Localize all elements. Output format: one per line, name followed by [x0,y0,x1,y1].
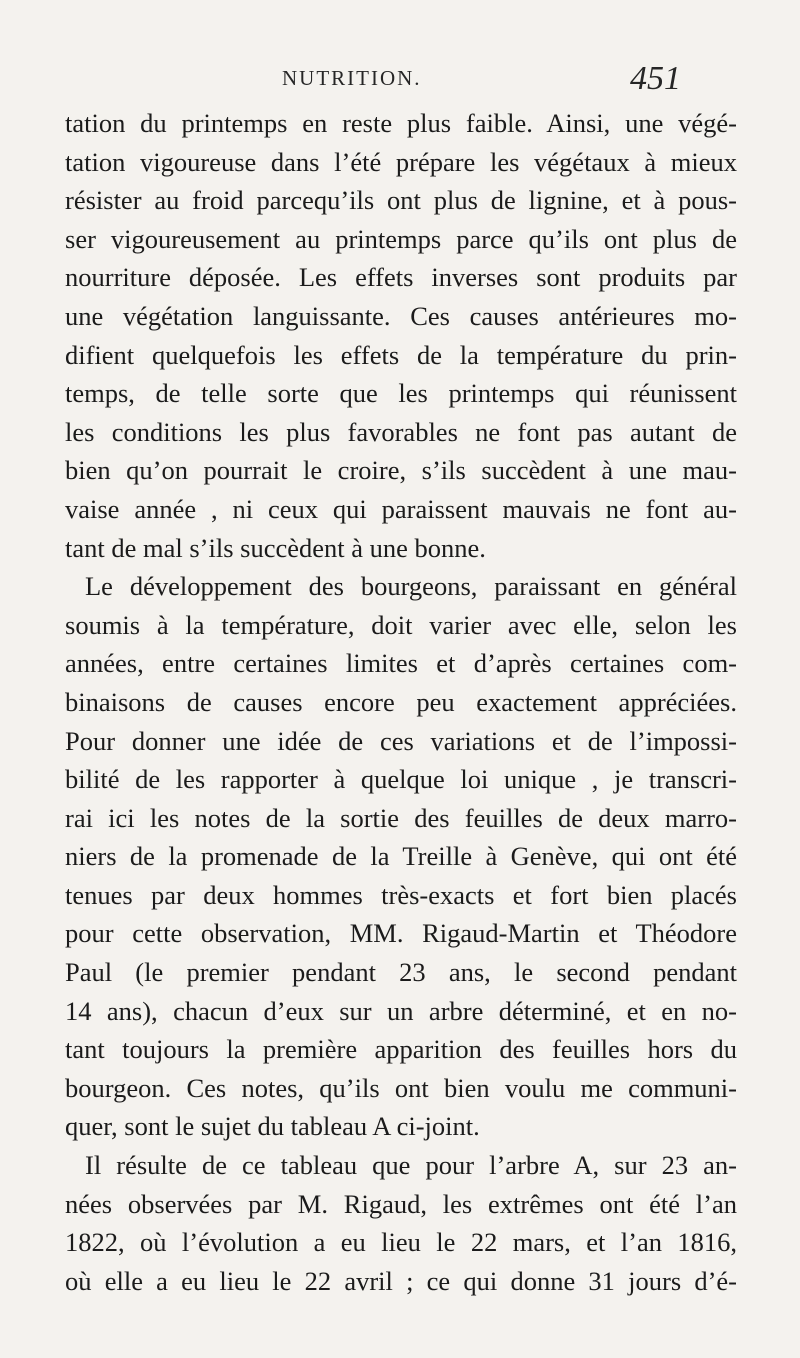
running-head [0,62,800,102]
text-line: tation du printemps en reste plus faible. Ainsi, une végé- [65,108,737,138]
text-line: bourgeon. Ces notes, qu’ils ont bien voulu me communi- [65,1072,737,1103]
text-line: rai ici les notes de la sortie des feuilles de deux marro- [65,802,737,833]
text-line: niers de la promenade de la Treille à Genève, qui ont été [65,841,737,872]
text-line: Pour donner une idée de ces variations et de l’impossi- [65,725,737,756]
text-line: 1822, où l’évolution a eu lieu le 22 mars, et l’an 1816, [65,1227,737,1258]
page-number: 451 [630,60,681,97]
text-line: Le développement des bourgeons, paraissant en général [85,571,737,602]
text-line: les conditions les plus favorables ne font pas autant de [65,416,737,447]
text-line: une végétation languissante. Ces causes antérieures mo- [65,300,737,331]
text-line: années, entre certaines limites et d’après certaines com- [65,648,737,679]
text-line: Paul (le premier pendant 23 ans, le second pendant [65,957,737,988]
text-line: temps, de telle sorte que les printemps qui réunissent [65,378,737,409]
text-line: résister au froid parcequ’ils ont plus de lignine, et à pous- [65,185,737,216]
text-line: quer, sont le sujet du tableau A ci-joint. [65,1111,480,1142]
text-line: tant toujours la première apparition des feuilles hors du [65,1034,737,1065]
text-line: soumis à la température, doit varier avec elle, selon les [65,609,737,640]
text-line: binaisons de causes encore peu exactement appréciées. [65,686,737,717]
text-line: difient quelquefois les effets de la température du prin- [65,339,737,370]
text-line: tenues par deux hommes très-exacts et fort bien placés [65,879,737,910]
text-line: tation vigoureuse dans l’été prépare les végétaux à mieux [65,146,737,177]
running-title: NUTRITION. [282,66,422,90]
text-line: bien qu’on pourrait le croire, s’ils succèdent à une mau- [65,455,737,486]
text-line: vaise année , ni ceux qui paraissent mauvais ne font au- [65,493,737,524]
text-line: où elle a eu lieu le 22 avril ; ce qui donne 31 jours d’é- [65,1265,737,1296]
text-line: nourriture déposée. Les effets inverses sont produits par [65,262,737,293]
text-line: Il résulte de ce tableau que pour l’arbre A, sur 23 an- [85,1150,737,1181]
body-text [65,104,737,1300]
text-line: 14 ans), chacun d’eux sur un arbre déterminé, et en no- [65,995,737,1026]
text-line: bilité de les rapporter à quelque loi unique , je transcri- [65,764,737,795]
text-line: tant de mal s’ils succèdent à une bonne. [65,532,486,563]
text-line: pour cette observation, MM. Rigaud-Martin et Théodore [65,918,737,949]
text-line: nées observées par M. Rigaud, les extrêmes ont été l’an [65,1188,737,1219]
text-line: ser vigoureusement au printemps parce qu’ils ont plus de [65,223,737,254]
